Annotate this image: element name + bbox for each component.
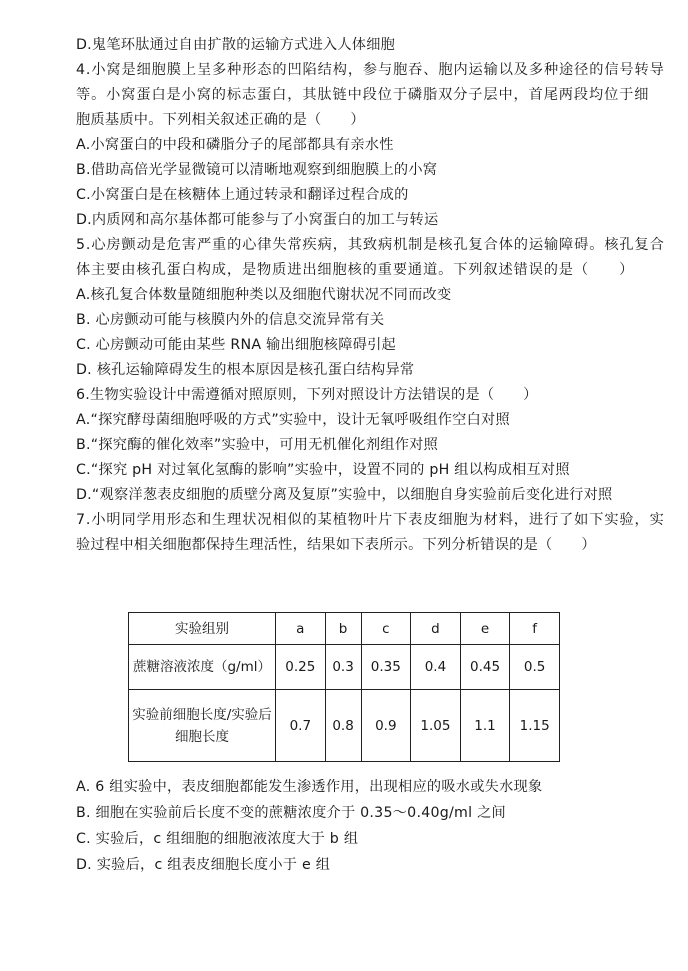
option-q6-d: D.“观察洋葱表皮细胞的质壁分离及复原”实验中，以细胞自身实验前后变化进行对照 — [76, 487, 613, 503]
table-row — [129, 645, 560, 690]
option-q7-d: D. 实验后，c 组表皮细胞长度小于 e 组 — [76, 857, 331, 873]
table-cell: 0.5 — [510, 645, 560, 690]
option-q5-c: C. 心房颤动可能由某些 RNA 输出细胞核障碍引起 — [76, 337, 396, 353]
question-7-stem-line-2: 验过程中相关细胞都保持生理活性，结果如下表所示。下列分析错误的是（ ） — [76, 537, 596, 553]
table-cell: 0.35 — [361, 645, 411, 690]
header-cell: e — [460, 613, 510, 645]
option-q4-b: B.借助高倍光学显微镜可以清晰地观察到细胞膜上的小窝 — [76, 162, 438, 178]
table-cell: 0.8 — [325, 690, 361, 762]
option-q7-a: A. 6 组实验中，表皮细胞都能发生渗透作用，出现相应的吸水或失水现象 — [76, 779, 543, 795]
option-q5-b: B. 心房颤动可能与核膜内外的信息交流异常有关 — [76, 312, 385, 328]
question-7-stem-line-1: 7.小明同学用形态和生理状况相似的某植物叶片下表皮细胞为材料，进行了如下实验，实 — [76, 512, 665, 528]
header-cell: b — [325, 613, 361, 645]
header-cell: a — [276, 613, 326, 645]
row-label-line: 实验前细胞长度/实验后 — [132, 706, 272, 723]
table-cell: 0.45 — [460, 645, 510, 690]
header-cell-group: 实验组别 — [129, 613, 276, 645]
option-q6-b: B.“探究酶的催化效率”实验中，可用无机催化剂组作对照 — [76, 437, 439, 453]
option-q7-b: B. 细胞在实验前后长度不变的蔗糖浓度介于 0.35～0.40g/ml 之间 — [76, 805, 506, 821]
option-q5-d: D. 核孔运输障碍发生的根本原因是核孔蛋白结构异常 — [76, 362, 415, 378]
question-4-stem-line-1: 4.小窝是细胞膜上呈多种形态的凹陷结构，参与胞吞、胞内运输以及多种途径的信号转导 — [76, 62, 665, 78]
header-cell: f — [510, 613, 560, 645]
header-cell: c — [361, 613, 411, 645]
table-cell: 0.9 — [361, 690, 411, 762]
option-q6-a: A.“探究酵母菌细胞呼吸的方式”实验中，设计无氧呼吸组作空白对照 — [76, 412, 510, 428]
option-q3-d: D.鬼笔环肽通过自由扩散的运输方式进入人体细胞 — [76, 37, 396, 53]
option-q5-a: A.核孔复合体数量随细胞种类以及细胞代谢状况不同而改变 — [76, 287, 452, 303]
question-5-stem-line-1: 5.心房颤动是危害严重的心律失常疾病，其致病机制是核孔复合体的运输障碍。核孔复合 — [76, 237, 665, 253]
table-header-row — [129, 613, 560, 645]
table-row — [129, 690, 560, 762]
option-q4-c: C.小窝蛋白是在核糖体上通过转录和翻译过程合成的 — [76, 187, 409, 203]
table-cell: 1.1 — [460, 690, 510, 762]
question-6-stem: 6.生物实验设计中需遵循对照原则，下列对照设计方法错误的是（ ） — [76, 387, 538, 403]
option-q7-c: C. 实验后，c 组细胞的细胞液浓度大于 b 组 — [76, 831, 359, 847]
header-cell: d — [411, 613, 461, 645]
option-q6-c: C.“探究 pH 对过氧化氢酶的影响”实验中，设置不同的 pH 组以构成相互对照 — [76, 462, 570, 478]
question-4-stem-line-2: 等。小窝蛋白是小窝的标志蛋白，其肽链中段位于磷脂双分子层中，首尾两段均位于细 — [76, 87, 650, 103]
row-label-length-ratio — [129, 690, 276, 762]
option-q4-d: D.内质网和高尔基体都可能参与了小窝蛋白的加工与转运 — [76, 212, 439, 228]
question-5-stem-line-2: 体主要由核孔蛋白构成，是物质进出细胞核的重要通道。下列叙述错误的是（ ） — [76, 262, 635, 278]
table-cell: 0.7 — [276, 690, 326, 762]
results-table — [128, 612, 560, 762]
table-cell: 1.05 — [411, 690, 461, 762]
row-label-concentration: 蔗糖溶液浓度（g/ml） — [129, 645, 276, 690]
option-q4-a: A.小窝蛋白的中段和磷脂分子的尾部都具有亲水性 — [76, 137, 394, 153]
table-cell: 0.3 — [325, 645, 361, 690]
table-cell: 0.4 — [411, 645, 461, 690]
row-label-line: 细胞长度 — [175, 728, 229, 745]
table-cell: 0.25 — [276, 645, 326, 690]
table-cell: 1.15 — [510, 690, 560, 762]
question-4-stem-line-3: 胞质基质中。下列相关叙述正确的是（ ） — [76, 112, 365, 128]
